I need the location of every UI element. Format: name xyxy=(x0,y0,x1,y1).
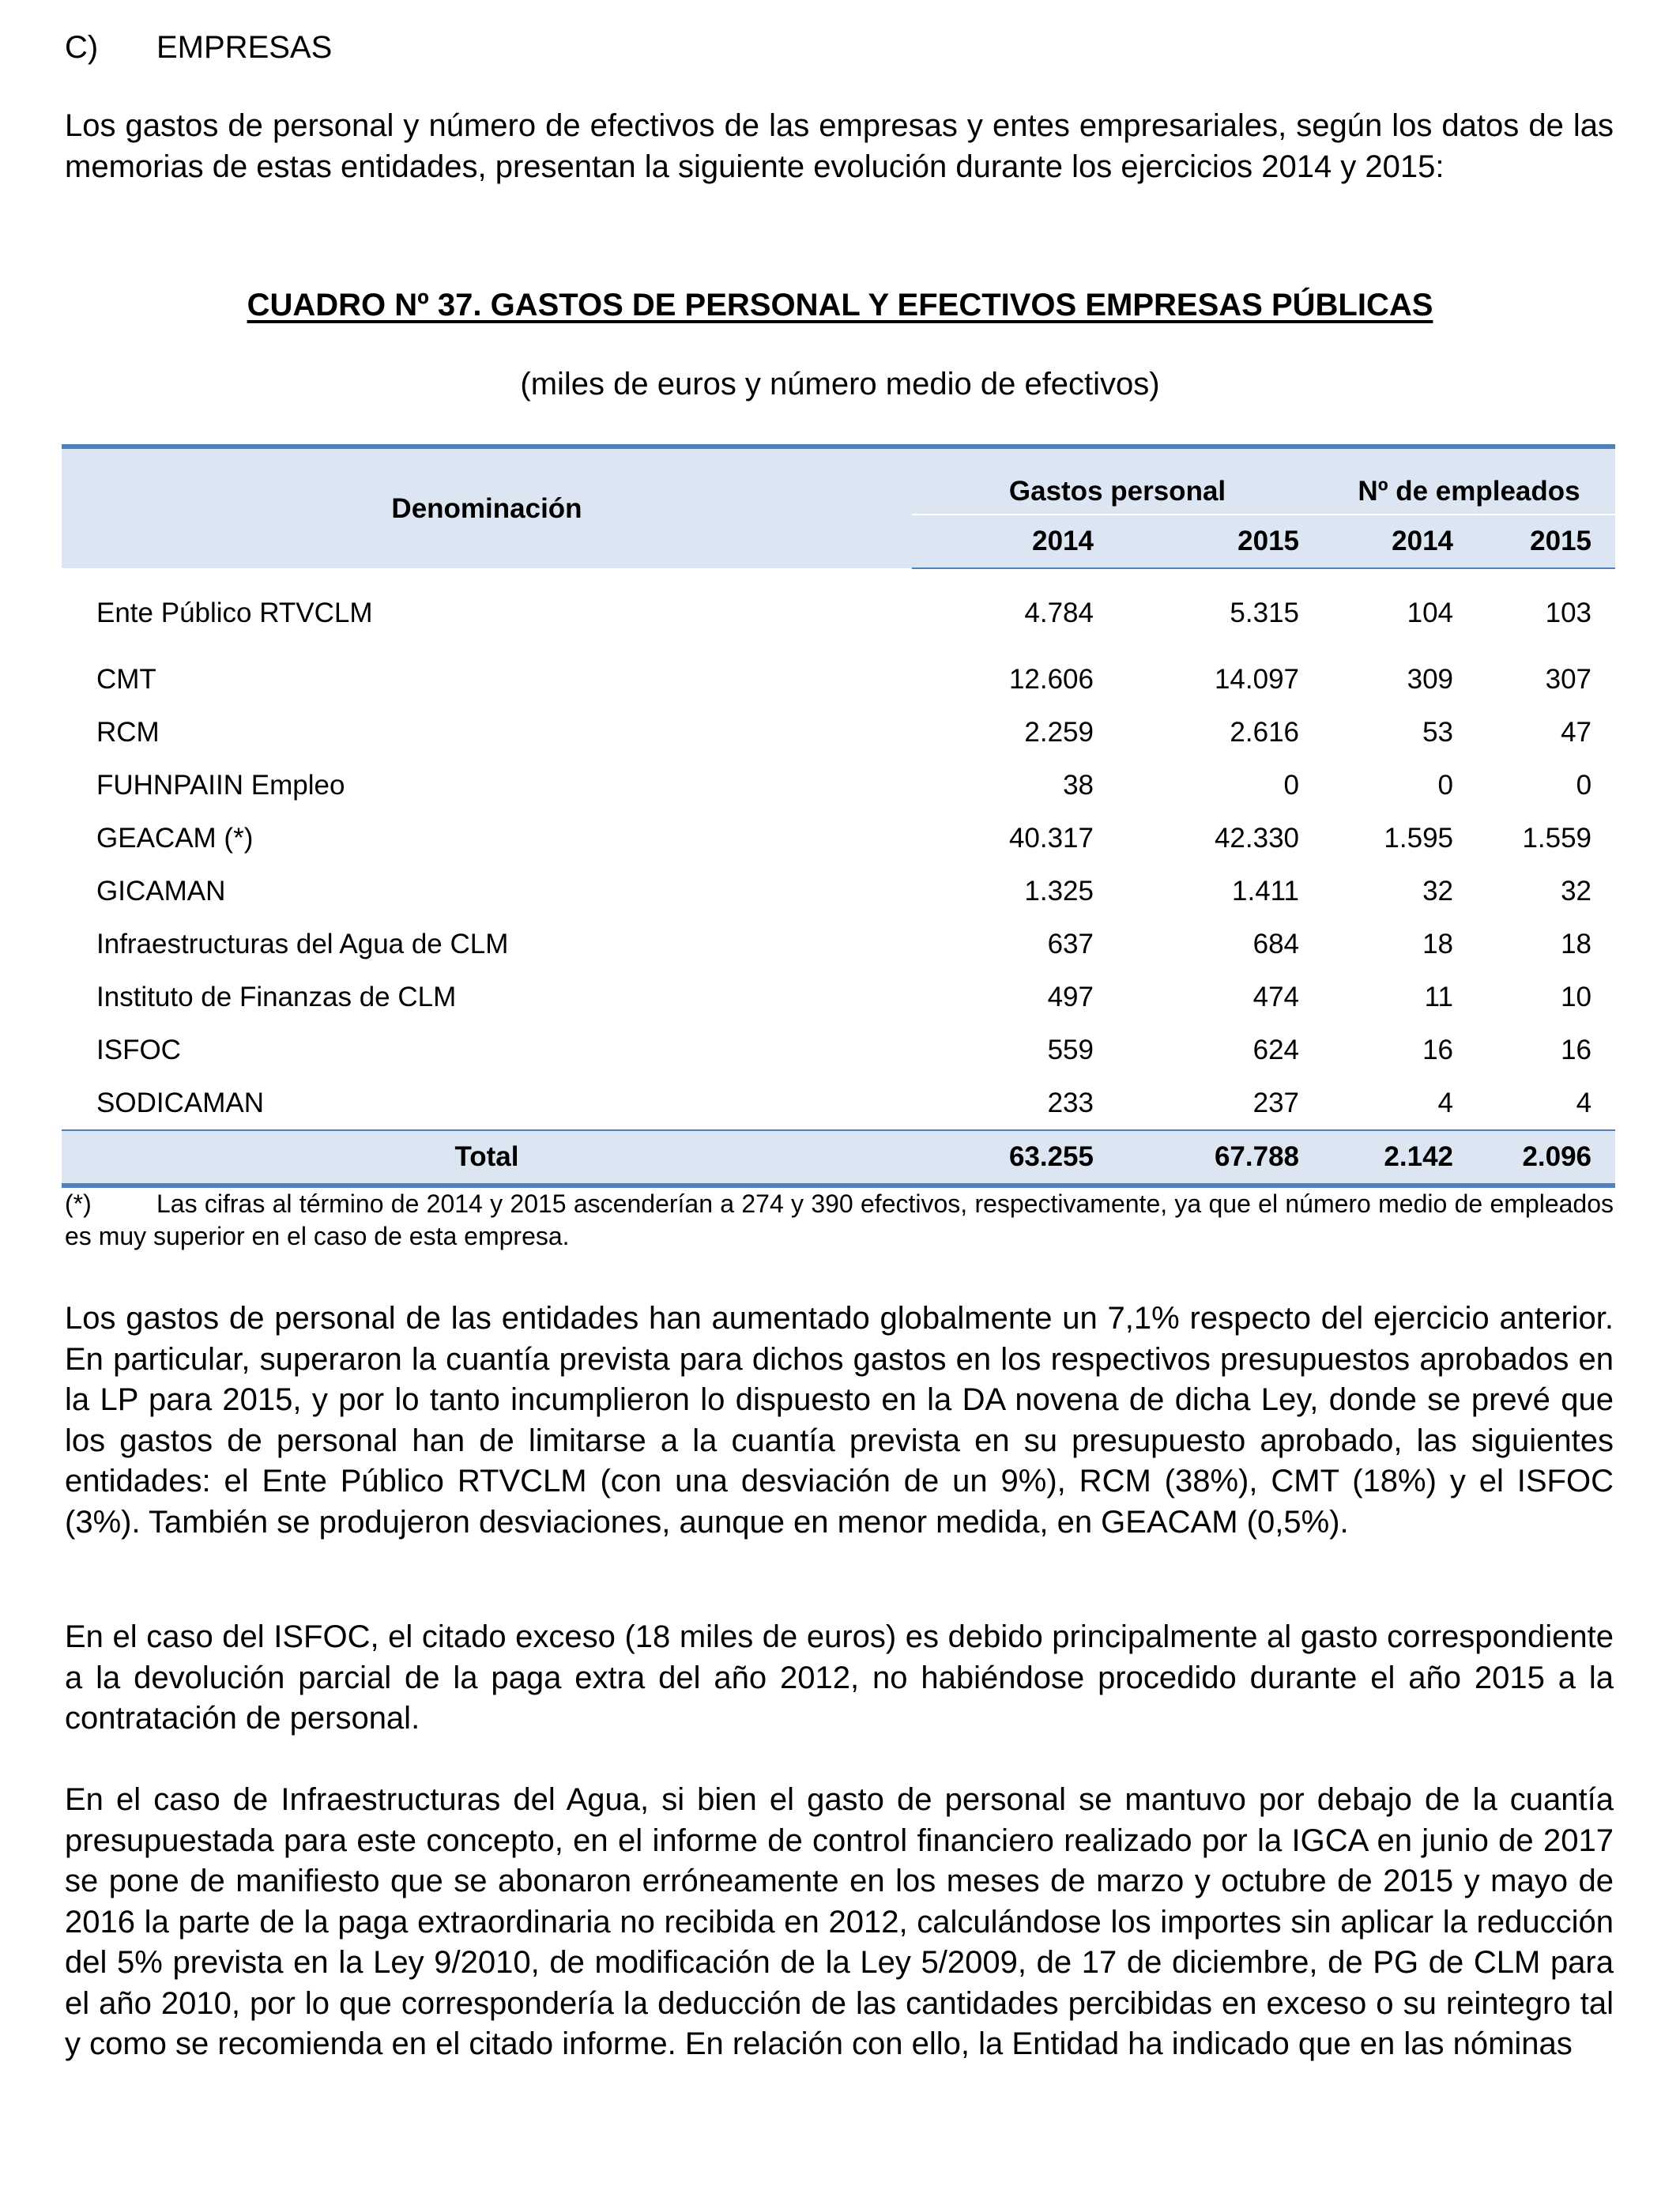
header-year: 2014 xyxy=(912,515,1117,568)
footnote-mark: (*) xyxy=(65,1189,92,1218)
total-value: 63.255 xyxy=(912,1130,1117,1186)
table-row xyxy=(62,653,1615,706)
cell-value: 11 xyxy=(1424,981,1454,1012)
row-name: GEACAM (*) xyxy=(96,822,254,854)
table-row xyxy=(62,918,1615,971)
cell-value: 237 xyxy=(1252,1087,1300,1118)
cell-value: 18 xyxy=(1422,928,1454,959)
row-name: Ente Público RTVCLM xyxy=(96,597,373,628)
cell-value: 4 xyxy=(1437,1087,1454,1118)
cell-value: 103 xyxy=(1545,598,1592,628)
cell-value: 307 xyxy=(1545,663,1592,695)
cell-value: 637 xyxy=(1047,928,1094,959)
total-value: 2.096 xyxy=(1477,1130,1615,1186)
personnel-table xyxy=(62,444,1615,1188)
cell-value: 18 xyxy=(1561,928,1592,959)
cell-value: 5.315 xyxy=(1230,598,1300,628)
row-name: ISFOC xyxy=(96,1034,181,1065)
cell-value: 2.259 xyxy=(1024,716,1094,748)
body-paragraph: En el caso de Infraestructuras del Agua, si bien el gasto de personal se mantuvo por debajo de la cuantía presupuestada para este concepto, en el informe de control financiero realizado por la IGCA en junio de 2017 se pone de manifiesto que se abonaron erróneamente en los meses de marzo y octubre de 2015 y mayo de 2016 la parte de la paga extraordinaria no recibida en 2012, calculándose los importes sin aplicar la reducción del 5% prevista en la Ley 9/2010, de modificación de la Ley 5/2009, de 17 de diciembre, de PG de CLM para el año 2010, por lo que correspondería la deducción de las cantidades percibidas en exceso o su reintegro tal y como se recomienda en el citado informe. En relación con ello, la Entidad ha indicado que en las nóminas xyxy=(65,1782,1614,2061)
table-row xyxy=(62,1076,1615,1130)
total-value: 67.788 xyxy=(1117,1130,1323,1186)
row-name: CMT xyxy=(96,663,156,695)
body-paragraph: En el caso del ISFOC, el citado exceso (18 miles de euros) es debido principalmente al gasto correspondiente a la devolución parcial de la paga extra del año 2012, no habiéndose procedido durante el año 2015 a la contratación de personal. xyxy=(65,1619,1614,1736)
cell-value: 47 xyxy=(1561,716,1592,748)
row-name: Infraestructuras del Agua de CLM xyxy=(96,928,509,959)
body-paragraph: Los gastos de personal de las entidades han aumentado globalmente un 7,1% respecto del ejercicio anterior. En particular, superaron la cuantía prevista para dichos gastos en los respectivos presupuestos aprobados en la LP para 2015, y por lo tanto incumplieron lo dispuesto en la DA novena de dicha Ley, donde se prevé que los gastos de personal han de limitarse a la cuantía prevista en su presupuesto aprobado, las siguientes entidades: el Ente Público RTVCLM (con una desviación de un 9%), RCM (38%), CMT (18%) y el ISFOC (3%). También se produjeron desviaciones, aunque en menor medida, en GEACAM (0,5%). xyxy=(65,1301,1614,1540)
cell-value: 1.411 xyxy=(1232,875,1300,907)
header-gastos-personal: Gastos personal xyxy=(912,447,1323,515)
cell-value: 42.330 xyxy=(1214,822,1300,854)
cell-value: 12.606 xyxy=(1008,663,1094,695)
header-year: 2015 xyxy=(1477,515,1615,568)
cell-value: 104 xyxy=(1407,598,1454,628)
table-row xyxy=(62,865,1615,918)
cell-value: 309 xyxy=(1407,663,1454,695)
cell-value: 1.559 xyxy=(1522,822,1592,854)
cell-value: 14.097 xyxy=(1214,663,1300,695)
total-row xyxy=(62,1130,1615,1186)
cell-value: 4.784 xyxy=(1024,598,1094,628)
cell-value: 10 xyxy=(1561,981,1592,1012)
table-title: CUADRO Nº 37. GASTOS DE PERSONAL Y EFECTIVOS EMPRESAS PÚBLICAS xyxy=(247,288,1433,322)
cell-value: 2.616 xyxy=(1230,716,1300,748)
row-name: GICAMAN xyxy=(96,875,226,907)
section-heading xyxy=(65,28,332,66)
intro-paragraph: Los gastos de personal y número de efectivos de las empresas y entes empresariales, según los datos de las memorias de estas entidades, presentan la siguiente evolución durante los ejercicios 2014 y 2015: xyxy=(65,108,1614,184)
cell-value: 1.325 xyxy=(1024,875,1094,907)
row-name: RCM xyxy=(96,716,160,748)
header-year: 2015 xyxy=(1117,515,1323,568)
row-name: FUHNPAIIN Empleo xyxy=(96,769,345,801)
cell-value: 684 xyxy=(1252,928,1300,959)
cell-value: 32 xyxy=(1422,875,1454,907)
table-row xyxy=(62,971,1615,1023)
cell-value: 1.595 xyxy=(1384,822,1454,854)
table-footnote xyxy=(65,1188,1614,1253)
cell-value: 53 xyxy=(1422,716,1454,748)
header-denominacion: Denominación xyxy=(62,447,912,568)
table-row xyxy=(62,706,1615,759)
row-name: SODICAMAN xyxy=(96,1087,264,1118)
cell-value: 0 xyxy=(1576,769,1592,801)
cell-value: 233 xyxy=(1047,1087,1094,1118)
cell-value: 16 xyxy=(1561,1034,1592,1065)
cell-value: 0 xyxy=(1437,769,1454,801)
total-label: Total xyxy=(62,1130,912,1186)
total-value: 2.142 xyxy=(1323,1130,1477,1186)
cell-value: 32 xyxy=(1561,875,1592,907)
cell-value: 0 xyxy=(1283,769,1300,801)
section-letter: C) xyxy=(65,30,99,65)
cell-value: 497 xyxy=(1047,981,1094,1012)
cell-value: 559 xyxy=(1047,1034,1094,1065)
cell-value: 474 xyxy=(1252,981,1300,1012)
table-row xyxy=(62,759,1615,812)
cell-value: 40.317 xyxy=(1008,822,1094,854)
footnote-text: Las cifras al término de 2014 y 2015 ascenderían a 274 y 390 efectivos, respectivamente, ya que el número medio de empleados es muy superior en el caso de esta empresa. xyxy=(65,1189,1614,1250)
personnel-table-wrapper xyxy=(62,444,1615,1188)
cell-value: 16 xyxy=(1422,1034,1454,1065)
table-row xyxy=(62,568,1615,653)
cell-value: 4 xyxy=(1576,1087,1592,1118)
table-row xyxy=(62,1023,1615,1076)
header-num-empleados: Nº de empleados xyxy=(1323,447,1615,515)
row-name: Instituto de Finanzas de CLM xyxy=(96,981,457,1012)
table-subtitle: (miles de euros y número medio de efectivos) xyxy=(520,367,1160,401)
cell-value: 38 xyxy=(1063,769,1094,801)
table-row xyxy=(62,812,1615,865)
cell-value: 624 xyxy=(1252,1034,1300,1065)
section-title: EMPRESAS xyxy=(156,30,333,65)
header-year: 2014 xyxy=(1323,515,1477,568)
